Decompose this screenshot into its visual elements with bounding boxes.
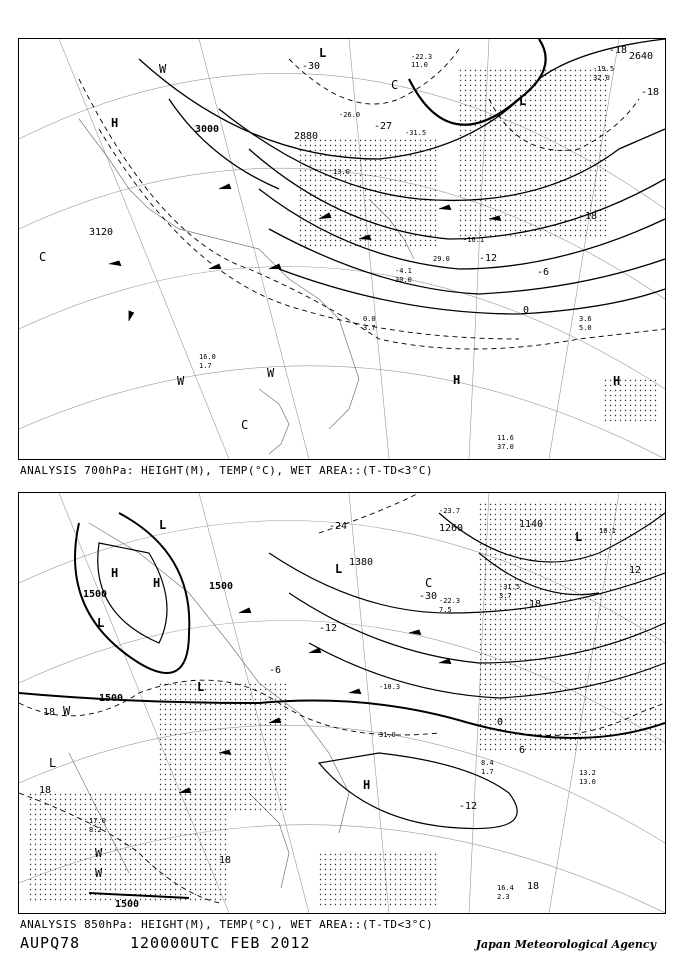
pressure-center: H — [613, 374, 621, 388]
contour-label: 1380 — [349, 557, 374, 568]
temperature-label: -18 — [523, 599, 542, 610]
contour-label: 1140 — [519, 519, 544, 530]
station-plot: 3.7 — [363, 324, 376, 332]
station-plot: -31.5 — [405, 129, 427, 137]
temperature-label: 12 — [629, 565, 642, 576]
contour-label: 1500 — [209, 581, 234, 592]
contour-label: 1500 — [83, 589, 108, 600]
station-plot: 37.0 — [497, 443, 514, 451]
pressure-center: C — [241, 418, 249, 432]
station-plot: 8.2 — [89, 826, 102, 834]
contour-label: 1500 — [115, 899, 140, 910]
wet-area — [29, 503, 665, 908]
valid-time: 120000UTC FEB 2012 — [130, 934, 311, 952]
station-plot: -4.1 — [395, 267, 412, 275]
temperature-label: -18 — [609, 45, 628, 56]
pressure-center: W — [63, 704, 71, 718]
pressure-center: C — [391, 78, 399, 92]
temperature-label: -24 — [329, 521, 348, 532]
pressure-center: H — [453, 373, 461, 387]
station-plot: -22.3 — [439, 597, 461, 605]
temperature-label: 18 — [43, 707, 56, 718]
caption-700hpa: ANALYSIS 700hPa: HEIGHT(M), TEMP(°C), WET AREA::(T-TD<3°C) — [20, 464, 434, 477]
station-plot: 29.0 — [433, 255, 450, 263]
station-plot: 30.0 — [395, 276, 412, 284]
map-850hpa — [18, 492, 666, 914]
contour-label: 3000 — [195, 124, 220, 135]
station-plot: 13.2 — [579, 769, 596, 777]
pressure-center: W — [95, 846, 103, 860]
map-700hpa — [18, 38, 666, 460]
temperature-label: -12 — [319, 623, 338, 634]
pressure-center: H — [111, 116, 119, 130]
station-plot: -22.3 — [411, 53, 433, 61]
station-plot: 31.0 — [379, 731, 396, 739]
station-plot: 3.6 — [579, 315, 592, 323]
temperature-label: -6 — [537, 267, 550, 278]
station-plot: -10.3 — [379, 683, 401, 691]
temperature-label: -30 — [419, 591, 438, 602]
station-plot: -26.0 — [339, 111, 361, 119]
pressure-center: L — [97, 616, 105, 630]
station-plot: 32.0 — [593, 74, 610, 82]
map-850hpa-canvas — [19, 493, 665, 913]
caption-850hpa: ANALYSIS 850hPa: HEIGHT(M), TEMP(°C), WET AREA::(T-TD<3°C) — [20, 918, 434, 931]
temperature-label: -12 — [459, 801, 478, 812]
pressure-center: H — [153, 576, 161, 590]
temperature-label: -18 — [579, 211, 598, 222]
station-plot: -23.7 — [439, 507, 461, 515]
station-plot: -19.5 — [593, 65, 615, 73]
station-plot: 11.0 — [411, 61, 428, 69]
temperature-label: 18 — [219, 855, 232, 866]
temperature-label: 0 — [523, 305, 530, 316]
pressure-center: W — [95, 866, 103, 880]
temperature-label: 6 — [519, 745, 526, 756]
pressure-center: H — [363, 778, 371, 792]
station-plot: 11.6 — [497, 434, 514, 442]
pressure-center: L — [197, 680, 205, 694]
station-plot: 16.4 — [497, 884, 514, 892]
temperature-label: -12 — [479, 253, 498, 264]
station-plot: 1.7 — [481, 768, 494, 776]
temperature-label: 0 — [497, 717, 504, 728]
station-plot: -31.5 — [499, 583, 521, 591]
temperature-label: -6 — [269, 665, 282, 676]
map-700hpa-canvas — [19, 39, 665, 459]
pressure-center: L — [319, 46, 327, 60]
contour-label: 1500 — [99, 693, 124, 704]
station-plot: -16.1 — [463, 236, 485, 244]
temperature-label: -27 — [374, 121, 393, 132]
pressure-center: H — [111, 566, 119, 580]
temperature-label: 18 — [527, 881, 540, 892]
station-plot: 16.0 — [199, 353, 216, 361]
contour-label: 3120 — [89, 227, 114, 238]
pressure-center: C — [39, 250, 47, 264]
pressure-center: W — [267, 366, 275, 380]
station-plot: 5.0 — [579, 324, 592, 332]
pressure-center: L — [575, 530, 583, 544]
pressure-center: L — [159, 518, 167, 532]
station-plot: 1.7 — [199, 362, 212, 370]
pressure-center: C — [425, 576, 433, 590]
contour-label: 1260 — [439, 523, 464, 534]
pressure-center: L — [519, 94, 527, 108]
pressure-center: W — [177, 374, 185, 388]
station-plot: 17.0 — [89, 817, 106, 825]
station-plot: 13.0 — [579, 778, 596, 786]
station-plot: 13.0 — [333, 168, 350, 176]
temperature-label: -18 — [641, 87, 660, 98]
contour-label: 2640 — [629, 51, 654, 62]
temperature-label: 18 — [39, 785, 52, 796]
station-plot: 3.7 — [499, 592, 512, 600]
station-plot: 10.1 — [599, 527, 616, 535]
contour-label: 2880 — [294, 131, 319, 142]
station-plot: 8.4 — [481, 759, 494, 767]
pressure-center: W — [159, 62, 167, 76]
product-id: AUPQ78 — [20, 934, 81, 952]
pressure-center: L — [49, 756, 57, 770]
pressure-center: L — [335, 562, 343, 576]
station-plot: 2.3 — [497, 893, 510, 901]
station-plot: 7.5 — [439, 606, 452, 614]
temperature-label: -30 — [302, 61, 321, 72]
station-plot: 0.0 — [363, 315, 376, 323]
agency-name: Japan Meteorological Agency — [475, 938, 656, 951]
